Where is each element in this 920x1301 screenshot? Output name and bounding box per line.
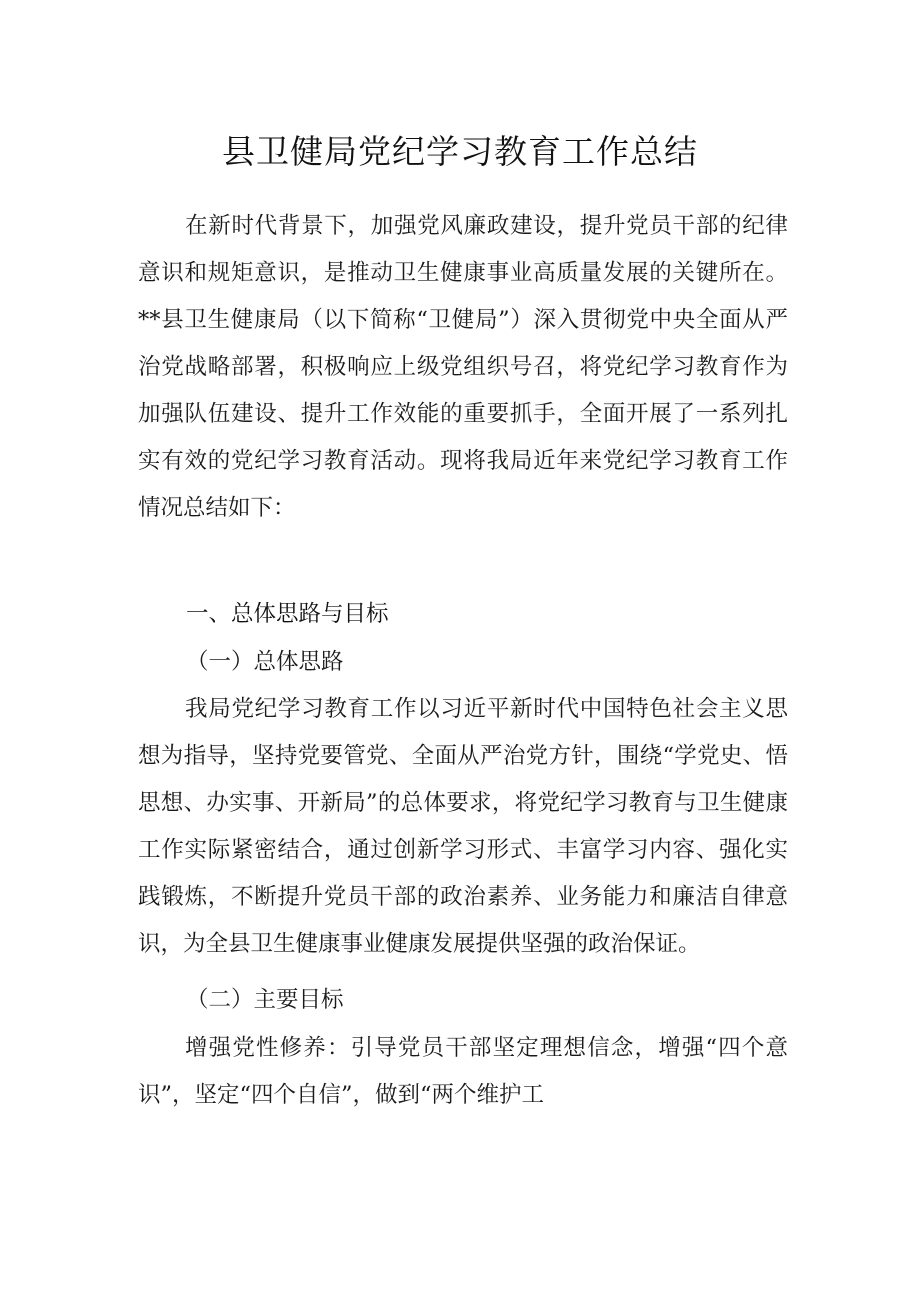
section-heading: 一、总体思路与目标 <box>186 601 389 627</box>
goal-paragraph: 增强党性修养：引导党员干部坚定理想信念，增强“四个意识”，坚定“四个自信”，做到“两个维护工 <box>138 1035 788 1108</box>
document-title: 县卫健局党纪学习教育工作总结 <box>222 132 698 171</box>
subsection-heading: （一）总体思路 <box>186 649 344 675</box>
intro-paragraph: 在新时代背景下，加强党风廉政建设，提升党员干部的纪律意识和规矩意识，是推动卫生健康事业高质量发展的关键所在。**县卫生健康局（以下简称“卫健局”）深入贯彻党中央全面从严治党战略部署，积极响应上级党组织号召，将党纪学习教育作为加强队伍建设、提升工作效能的重要抓手，全面开展了一系列扎实有效的党纪学习教育活动。现将我局近年来党纪学习教育工作情况总结如下： <box>138 213 788 521</box>
approach-paragraph: 我局党纪学习教育工作以习近平新时代中国特色社会主义思想为指导，坚持党要管党、全面从严治党方针，围绕“学党史、悟思想、办实事、开新局”的总体要求，将党纪学习教育与卫生健康工作实际紧密结合，通过创新学习形式、丰富学习内容、强化实践锻炼，不断提升党员干部的政治素养、业务能力和廉洁自律意识，为全县卫生健康事业健康发展提供坚强的政治保证。 <box>138 696 788 957</box>
subsection-heading: （二）主要目标 <box>186 987 344 1013</box>
